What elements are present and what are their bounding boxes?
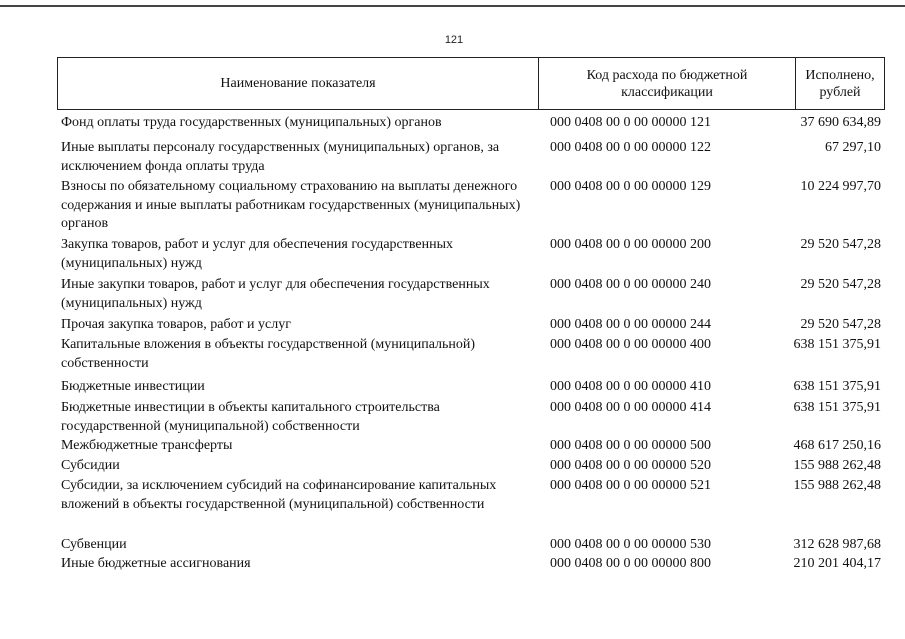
row-amount: 29 520 547,28 [800, 317, 881, 332]
row-amount: 312 628 987,68 [793, 537, 881, 552]
row-name: Иные выплаты персоналу государственных (муниципальных) органов, за исключением фонда оплаты труда [61, 140, 500, 174]
row-amount: 210 201 404,17 [793, 556, 881, 571]
row-amount: 29 520 547,28 [800, 277, 881, 292]
row-name: Капитальные вложения в объекты государственной (муниципальной) собственности [61, 337, 476, 371]
row-amount: 37 690 634,89 [800, 115, 881, 130]
row-code: 000 0408 00 0 00 00000 129 [550, 179, 711, 194]
row-code: 000 0408 00 0 00 00000 414 [550, 400, 711, 415]
row-name: Субсидии, за исключением субсидий на софинансирование капитальных вложений в объекты государственной (муниципальной) собственности [61, 478, 497, 512]
row-name: Межбюджетные трансферты [61, 438, 233, 453]
row-amount: 468 617 250,16 [793, 438, 881, 453]
row-name: Взносы по обязательному социальному страхованию на выплаты денежного содержания и иные выплаты работникам государственных (муниципальных) органов [61, 179, 521, 231]
row-amount: 638 151 375,91 [793, 337, 881, 352]
page-number: 121 [444, 34, 464, 46]
row-name: Иные бюджетные ассигнования [61, 556, 251, 571]
header-amount: Исполнено, рублей [795, 58, 884, 109]
row-code: 000 0408 00 0 00 00000 521 [550, 478, 711, 493]
header-name: Наименование показателя [220, 76, 376, 91]
row-code: 000 0408 00 0 00 00000 121 [550, 115, 711, 130]
row-name: Фонд оплаты труда государственных (муниципальных) органов [61, 115, 442, 130]
row-amount: 638 151 375,91 [793, 400, 881, 415]
row-name: Прочая закупка товаров, работ и услуг [61, 317, 291, 332]
row-code: 000 0408 00 0 00 00000 122 [550, 140, 711, 155]
row-name: Субсидии [61, 458, 120, 473]
row-amount: 29 520 547,28 [800, 237, 881, 252]
row-name: Закупка товаров, работ и услуг для обеспечения государственных (муниципальных) нужд [61, 237, 454, 271]
row-name: Бюджетные инвестиции в объекты капитального строительства государственной (муниципальной) собственности [61, 400, 440, 434]
row-name: Иные закупки товаров, работ и услуг для обеспечения государственных (муниципальных) нужд [61, 277, 490, 311]
row-amount: 638 151 375,91 [793, 379, 881, 394]
row-amount: 67 297,10 [825, 140, 881, 155]
row-code: 000 0408 00 0 00 00000 500 [550, 438, 711, 453]
header-code: Код расхода по бюджетной классификации [538, 58, 795, 109]
row-code: 000 0408 00 0 00 00000 410 [550, 379, 711, 394]
row-amount: 155 988 262,48 [793, 458, 881, 473]
row-code: 000 0408 00 0 00 00000 800 [550, 556, 711, 571]
row-code: 000 0408 00 0 00 00000 520 [550, 458, 711, 473]
row-name: Бюджетные инвестиции [61, 379, 205, 394]
row-code: 000 0408 00 0 00 00000 244 [550, 317, 711, 332]
row-code: 000 0408 00 0 00 00000 530 [550, 537, 711, 552]
row-code: 000 0408 00 0 00 00000 400 [550, 337, 711, 352]
row-code: 000 0408 00 0 00 00000 200 [550, 237, 711, 252]
row-name: Субвенции [61, 537, 127, 552]
row-amount: 10 224 997,70 [800, 179, 881, 194]
row-amount: 155 988 262,48 [793, 478, 881, 493]
row-code: 000 0408 00 0 00 00000 240 [550, 277, 711, 292]
